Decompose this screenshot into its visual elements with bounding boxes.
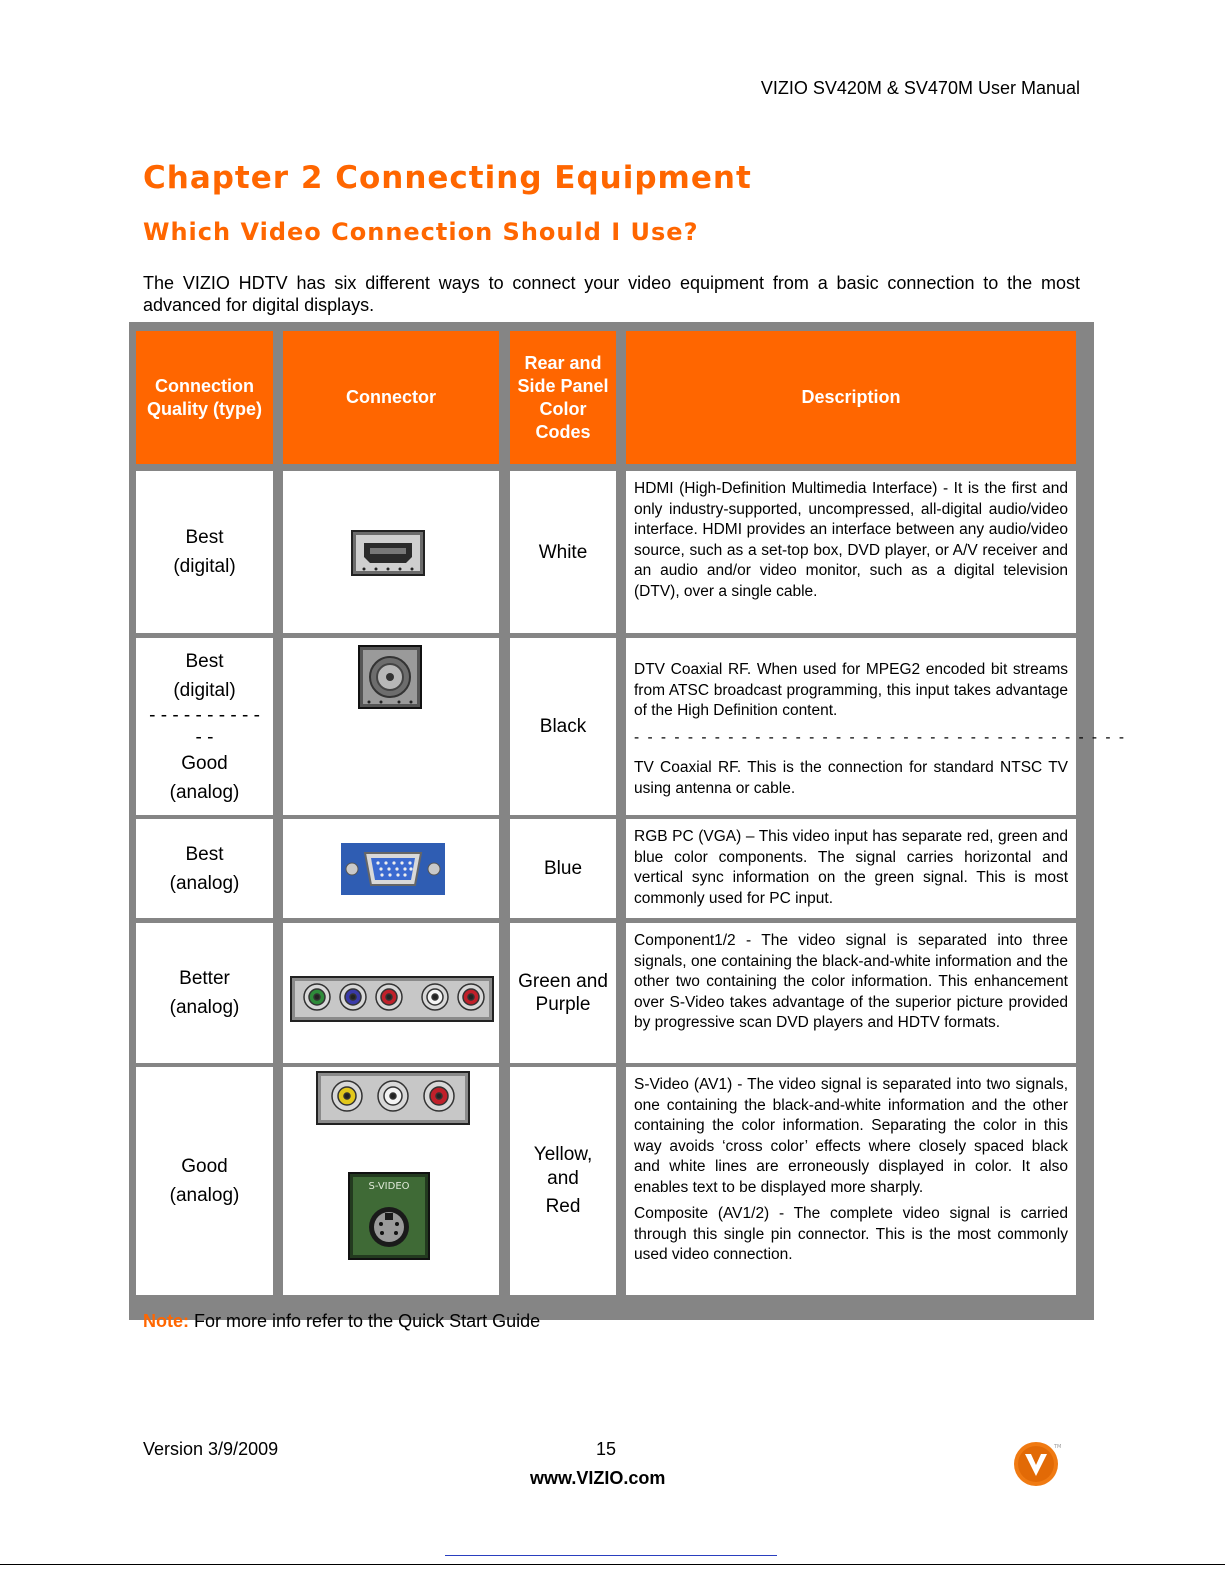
row-svideo-description [626, 1067, 1076, 1295]
quality-text: Best [185, 843, 224, 865]
section-title: Which Video Connection Should I Use? [143, 218, 699, 246]
row-coax-connector [283, 638, 499, 815]
quality-text: Good [181, 752, 228, 774]
header-connector: Connector [283, 331, 499, 464]
connection-table [129, 322, 1127, 1320]
description-text: TV Coaxial RF. This is the connection for standard NTSC TV using antenna or cable. [634, 759, 1068, 797]
description-separator: - - - - - - - - - - - - - - - - - - - - - - - - - - - - - - - - - - - - - [634, 728, 1127, 746]
description-text: HDMI (High-Definition Multimedia Interface) - It is the first and only industry-supported, uncompressed, all-digital audio/video interface. HDMI provides an interface between any audio/video source, such as a set-top box, DVD player, or A/V receiver and an audio and/or video monitor, such as a digital television (DTV), over a single cable. [634, 480, 1068, 600]
composite-ports-icon [317, 1072, 469, 1124]
row-coax-quality [136, 638, 273, 815]
vizio-logo-icon [1012, 1440, 1062, 1490]
svg-text:TM: TM [1054, 1444, 1062, 1450]
row-hdmi-color [510, 471, 616, 633]
header-colors: Rear and Side Panel Color Codes [510, 331, 616, 464]
note [143, 1311, 540, 1332]
quality-type: (digital) [173, 679, 236, 701]
color-code: Yellow, [533, 1144, 593, 1165]
header-quality: Connection Quality (type) [136, 331, 273, 464]
quality-text: Better [179, 968, 230, 989]
footer-page-number: 15 [596, 1439, 617, 1459]
row-component-connector [283, 923, 499, 1063]
row-vga-color [510, 819, 616, 918]
quality-type: (digital) [173, 556, 236, 577]
quality-type: (analog) [169, 1185, 240, 1206]
description-text: Composite (AV1/2) - The complete video signal is carried through this single pin connector. This is the most commonly used video connection. [634, 1205, 1068, 1263]
row-vga-connector [283, 819, 499, 918]
note-text: For more info refer to the Quick Start Guide [189, 1311, 541, 1331]
quality-separator: - - [195, 726, 214, 748]
row-component-quality [136, 923, 273, 1063]
row-component-description [626, 923, 1076, 1063]
chapter-title: Chapter 2 Connecting Equipment [143, 160, 752, 196]
color-code: Red [545, 1196, 581, 1217]
row-svideo-quality [136, 1067, 273, 1295]
quality-separator: - - - - - - - - - - [149, 704, 260, 726]
description-text: Component1/2 - The video signal is separated into three signals, one containing the black-and-white information and the other two containing the color information. This enhancement over S-Video takes advantage of the superior picture provided by progressive scan DVD players and HDTV formats. [634, 932, 1068, 1031]
hdmi-port-icon [352, 531, 424, 575]
svideo-label: S-VIDEO [368, 1181, 410, 1192]
row-svideo-connector [283, 1067, 499, 1295]
row-hdmi-quality [136, 471, 273, 633]
color-code: Green and Purple [518, 971, 608, 1015]
footer-version: Version 3/9/2009 [143, 1439, 279, 1459]
color-code: and [547, 1168, 579, 1189]
header-description: Description [626, 331, 1076, 464]
quality-type: (analog) [169, 872, 240, 894]
row-vga-quality [136, 819, 273, 918]
row-svideo-color [510, 1067, 616, 1295]
color-code: White [538, 541, 588, 563]
bottom-rule [0, 1564, 1225, 1565]
row-vga-description [626, 819, 1076, 918]
footer-url[interactable]: www.VIZIO.com [530, 1468, 666, 1488]
intro-paragraph: The VIZIO HDTV has six different ways to connect your video equipment from a basic connection to the most advanced for digital displays. [143, 273, 1080, 315]
row-component-color [510, 923, 616, 1063]
row-coax-description [626, 638, 1127, 815]
component-ports-icon [291, 977, 493, 1021]
bottom-link-line [445, 1555, 777, 1556]
color-code: Black [539, 716, 587, 737]
coaxial-port-icon [359, 646, 421, 708]
quality-type: (analog) [169, 781, 240, 803]
quality-type: (analog) [169, 997, 240, 1018]
description-text: S-Video (AV1) - The video signal is separated into two signals, one containing the black-and-white information and the other containing the color information. Separating the color in this way avoids ‘cross color’ effects where closely spaced black and white lines are erroneously displayed in color. It also enables text to be displayed more sharply. [634, 1076, 1068, 1196]
description-text: RGB PC (VGA) – This video input has separate red, green and blue color components. The signal carries horizontal and vertical sync information on the green signal. This is most commonly used for PC input. [634, 828, 1068, 907]
quality-text: Best [185, 650, 224, 672]
quality-text: Good [181, 1156, 228, 1177]
vga-port-icon [341, 843, 445, 895]
quality-text: Best [185, 527, 224, 548]
row-hdmi-description [626, 471, 1076, 633]
note-label: Note: [143, 1311, 189, 1331]
color-code: Blue [543, 858, 583, 879]
description-text: DTV Coaxial RF. When used for MPEG2 encoded bit streams from ATSC broadcast programming, this input takes advantage of the High Definition content. [634, 661, 1068, 719]
header-title: VIZIO SV420M & SV470M User Manual [760, 78, 1080, 98]
row-hdmi-connector [283, 471, 499, 633]
row-coax-color [510, 638, 616, 815]
